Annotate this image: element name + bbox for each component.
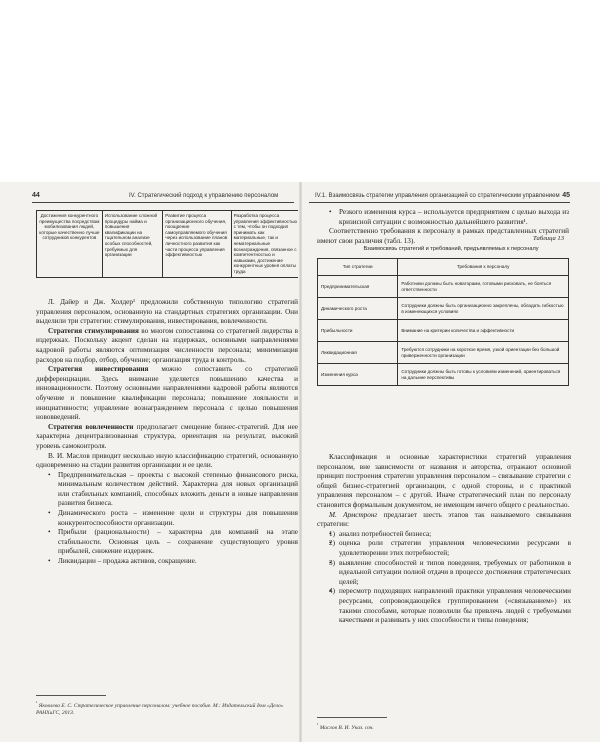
paragraph	[36, 423, 298, 452]
right-page	[303, 182, 600, 742]
paragraph	[36, 452, 298, 471]
left-footnote	[36, 699, 298, 717]
paragraph: Классификация и основные характеристики стратегий управления персоналом, вне зависимости от названия и авторства, отражают основной принцип построения стратегии управления персоналом – связывание стратегии с общей бизнес-стратегией организации, с одной стороны, и с практикой управления персоналом – с другой. Иначе стратегический план по персоналу становится формальным документом, не имеющим ничего общего с реальностью.	[317, 453, 571, 509]
list-item-text: пересмотр подходящих направлений практики управления человеческими ресурсами, сопровождающейся группированием («связыванием») их такими способами, которые позволили бы привлечь людей с требуемыми качествами и развивать у них способности и типы поведения;	[339, 587, 571, 625]
footnote-text: Маслов В. И. Указ. соч.	[319, 724, 374, 731]
right-header-text: IV.1. Взаимосвязь стратегии управления организацией со стратегическим управлением	[315, 193, 560, 199]
table-cell: Изменения курса	[318, 364, 398, 386]
right-footnote	[317, 721, 567, 732]
author-name: М. Армстронг	[329, 510, 378, 519]
paragraph-text: Л. Дайер и Дж. Холдер¹ предложили собственную типологию стратегий управления персоналом, основанную на стандартных стратегиях организации. Они выделили три стратегии: стимулирования, инвестирования, вовлеченности.	[36, 298, 298, 326]
list-item-text: анализ потребностей бизнеса;	[339, 529, 432, 538]
table-row	[318, 276, 569, 298]
table-cell: Требуются сотрудники на короткое время, узкой ориентации без большой приверженности организации	[398, 342, 569, 364]
table-row	[318, 320, 569, 342]
continued-bullet-list	[317, 208, 569, 227]
paragraph	[36, 365, 298, 423]
footnote-rule	[317, 717, 387, 718]
list-item: • 2) оценка роли стратегии управления человеческими ресурсами в удовлетворении этих потребностей;	[317, 539, 571, 558]
right-body-text	[317, 453, 571, 626]
strategy-bullet-list	[36, 471, 298, 567]
right-top-text	[317, 208, 569, 246]
footnote-text: Яковлева Е. С. Стратегическое управление персоналом: учебное пособие. М.: Издательский дом «Дело» РАНХиГС, 2013.	[36, 702, 284, 716]
table-cell: Развитие процесса организационного обучения, поощрение самоуправляемого обучения через использование планов личностного развития как части процесса управления эффективностью	[163, 211, 231, 278]
footnote-mark: ¹	[36, 700, 38, 705]
paragraph-text: можно сопоставить со стратегией дифференциации. Здесь внимание уделяется повышению качества и инновационности. Поэтому основными направлениями кадровой работы являются обучение и повышение квалификации персонала; повышение лояльности и инициативности; управление вознаграждением персонала с целью повышения нововведений.	[36, 365, 298, 422]
table-cell: Сотрудники должны быть готовы к условиям изменений, ориентироваться на дальние перспективы	[398, 364, 569, 386]
table-cell: Разработка процесса управления эффективностью с тем, чтобы он подходил принимать как материальные, так и нематериальные вознаграждения, связанное с компетентностью и навыками, достижение конкурентных уровня оплаты труда	[231, 211, 298, 278]
table-cell: Ликвидационная	[318, 342, 398, 364]
table-header-row	[318, 259, 569, 276]
strategy-table-continuation	[36, 210, 298, 278]
list-item-text: выявление способностей и типов поведения, требуемых от работников в идеальной ситуации полной отдачи в процессе достижения стратегических целей;	[339, 558, 571, 586]
paragraph-text: предполагает смещение бизнес-стратегий. Для нее характерна децентрализованная структура, ориентация на результат, высокий уровень самоконтроля.	[36, 422, 298, 450]
paragraph	[36, 298, 298, 327]
left-running-header	[32, 192, 294, 203]
table-row	[318, 298, 569, 320]
table-cell: Внимание на критерии количества и эффективности	[398, 320, 569, 342]
table-row	[318, 364, 569, 386]
footnote-rule	[36, 695, 106, 696]
left-page	[0, 182, 298, 742]
list-item: • Резкого изменения курса – используется предприятием с целью выхода из кризисной ситуации с возможностью дальнейшего развития¹.	[317, 208, 569, 227]
table-title: Взаимосвязь стратегий и требований, предъявляемых к персоналу	[363, 246, 539, 252]
right-running-header	[309, 192, 570, 203]
list-item-text: оценка роли стратегии управления человеческими ресурсами в удовлетворении этих потребностей;	[339, 539, 571, 557]
list-item: • Предпринимательская – проекты с высокой степенью финансового риска, минимальным количеством действий. Характерна для новых организаций или стабильных компаний, способных вложить деньги в новые направления развития бизнеса.	[36, 471, 298, 509]
bold-term: Стратегия стимулирования	[48, 326, 139, 335]
requirements-table	[317, 258, 569, 386]
paragraph	[36, 327, 298, 365]
left-page-number: 44	[32, 192, 40, 199]
left-header-text: IV. Стратегический подход к управлению персоналом	[129, 193, 279, 199]
bold-term: Стратегия инвестирования	[48, 365, 149, 374]
list-item: • Прибыли (рациональности) – характерна для компаний на этапе стабильности. Основная цель – сохранение существующего уровня прибылей, снижение издержек.	[36, 528, 298, 557]
list-item: • 4) пересмотр подходящих направлений практики управления человеческими ресурсами, сопровождающейся группированием («связыванием») их такими способами, которые позволили бы привлечь людей с требуемыми качествами и развивать у них способности и типы поведения;	[317, 587, 571, 625]
paragraph-text: во многом сопоставима со стратегией лидерства в издержках. Поскольку акцент сделан на издержках, основными направлениями кадровой работы являются оптимизация численности персонала; минимизация расходов на подбор, отбор, обучение; организация труда и контроль.	[36, 326, 298, 364]
right-page-number: 45	[562, 192, 570, 199]
column-header: Тип стратегии	[318, 259, 398, 276]
table-cell: Сотрудники должны быть организационно закреплены, обладать гибкостью в изменяющихся условиях	[398, 298, 569, 320]
table-row	[37, 211, 299, 278]
column-header: Требования к персоналу	[398, 259, 569, 276]
list-item: • 1) анализ потребностей бизнеса;	[317, 530, 571, 540]
book-spread	[0, 182, 600, 742]
table-cell: Динамического роста	[318, 298, 398, 320]
list-item: • Динамического роста – изменение цели и структуры для повышения конкурентоспособности организации.	[36, 509, 298, 528]
linking-steps-list	[317, 530, 571, 626]
table-cell: Работники должны быть новаторами, готовыми рисковать, не бояться ответственности	[398, 276, 569, 298]
paragraph-text: В. И. Маслов приводит несколько иную классификацию стратегий, основанную одновременно на стадии развития организации и ее цели.	[36, 451, 298, 470]
table-caption: Таблица 13	[533, 235, 564, 242]
paragraph: Соответственно требования к персоналу в рамках представленных стратегий имеют свои различия (табл. 13).	[317, 227, 569, 245]
table-cell: Прибыльности	[318, 320, 398, 342]
list-item: • 3) выявление способностей и типов поведения, требуемых от работников в идеальной ситуации полной отдачи в процессе достижения стратегических целей;	[317, 559, 571, 588]
footnote-mark: ¹	[317, 722, 319, 727]
left-body-text	[36, 298, 298, 567]
paragraph	[317, 511, 571, 530]
paragraph-text: предлагает шесть этапов так называемого связывания стратегии:	[317, 510, 572, 529]
book-gutter	[299, 182, 302, 742]
bold-term: Стратегия вовлеченности	[48, 422, 134, 431]
list-item: • Ликвидации – продажа активов, сокращение.	[36, 557, 298, 567]
table-cell: Использование сложной процедуры найма и повышения квалификации на тщательном анализе особых способностей, требуемых для организации	[102, 211, 162, 278]
table-row	[318, 342, 569, 364]
table-cell: Достижения конкурентного преимущества посредством мобилизования людей, которые качественно лучше сотрудников конкурентов	[37, 211, 103, 278]
table-cell: Предпринимательская	[318, 276, 398, 298]
